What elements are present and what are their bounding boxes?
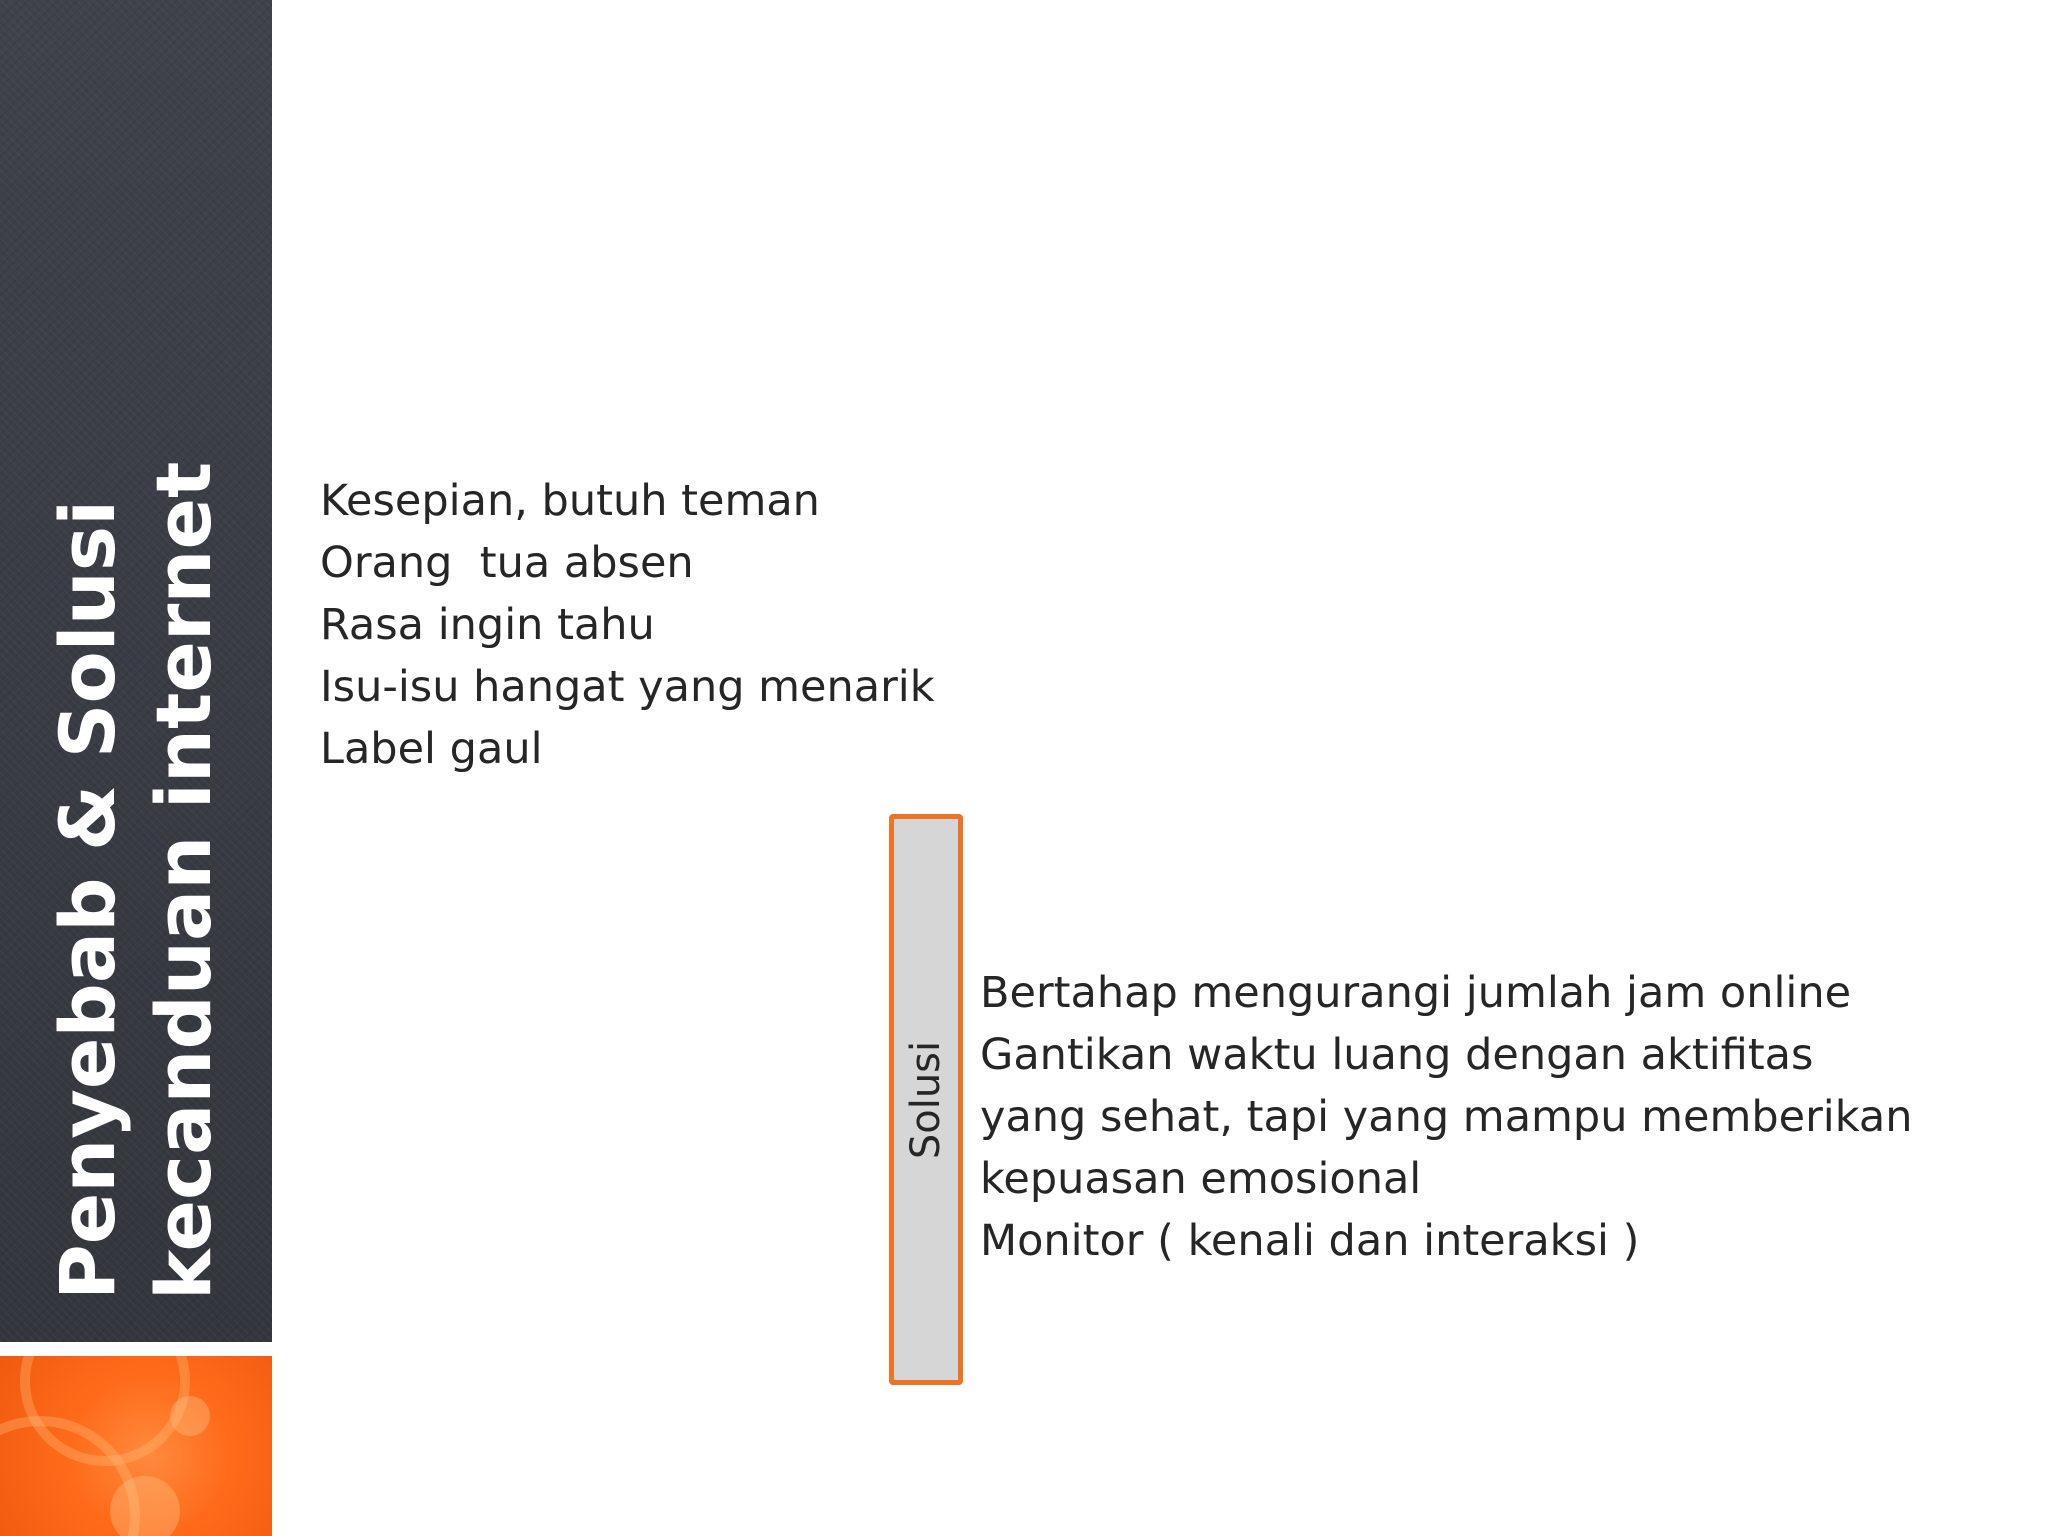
cause-item: Orang tua absen <box>320 538 694 588</box>
cause-item: Rasa ingin tahu <box>320 600 655 650</box>
title-area <box>0 0 272 1342</box>
decor-dot <box>110 1476 180 1536</box>
cause-item: Label gaul <box>320 724 543 774</box>
causes-list <box>320 470 935 780</box>
solusi-label: Solusi <box>903 1040 949 1159</box>
cause-item: Kesepian, butuh teman <box>320 476 820 526</box>
solution-item: Monitor ( kenali dan interaksi ) <box>980 1216 1640 1266</box>
cause-item: Isu-isu hangat yang menarik <box>320 662 935 712</box>
sidebar-divider <box>0 1342 272 1356</box>
slide-title: Penyebab & Solusi kecanduan internet <box>43 461 228 1300</box>
orange-decor-block <box>0 1356 272 1536</box>
solution-item: Gantikan waktu luang dengan aktifitas yang sehat, tapi yang mampu memberikan kepuasan emosional <box>980 1030 1913 1204</box>
solutions-list <box>980 962 1920 1272</box>
solution-item: Bertahap mengurangi jumlah jam online <box>980 968 1852 1018</box>
solusi-box <box>889 814 963 1385</box>
decor-dot <box>170 1396 210 1436</box>
